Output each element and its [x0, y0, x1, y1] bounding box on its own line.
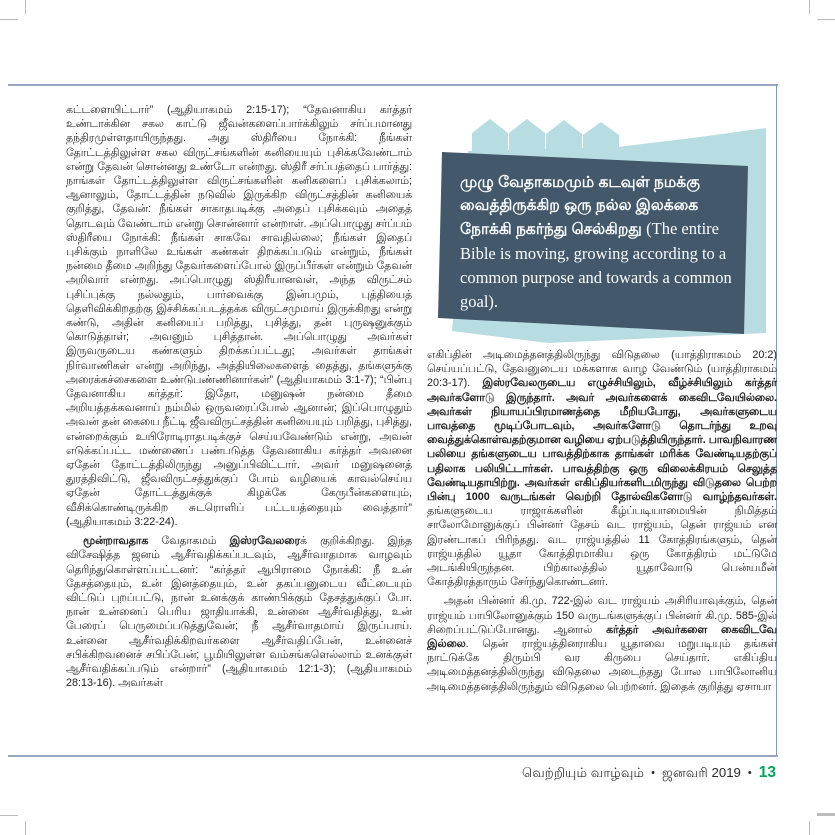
- magazine-title: வெற்றியும் வாழ்வும்: [521, 765, 645, 780]
- crop-mark: [0, 19, 18, 20]
- text-run: . தென் ராஜ்யத்தினராகிய யூதாவை மறுபடியும் தங்கள் நாட்டுக்கே திரும்பி வர கிருபை செய்தார். எகிப்திய அடிமைத்தனத்திலிருந்து விடுதலை அடைந்தது போல பாபிலோனிய அடிமைத்தனத்திலிருந்தும் விடுதலை பெற்றனர். இதைக் குறித்து ஏசாயா: [427, 638, 777, 693]
- body-paragraph: [427, 348, 777, 589]
- page-number: 13: [758, 764, 776, 781]
- callout-tamil-text: முழு வேதாகமமும் கடவுள் நமக்கு வைத்திருக்கிற ஒரு நல்ல இலக்கை நோக்கி நகர்ந்து செல்கிறது: [460, 174, 700, 239]
- crop-mark: [25, 821, 26, 835]
- bold-phrase: இஸ்ரவேலருடைய எழுச்சியிலும், வீழ்ச்சியிலும் கர்த்தர் அவர்களோடு இருந்தார். அவர் அவர்களைக் கைவிடவேயில்லை. அவர்கள் நியாயப்பிரமாணத்தை மீறியபோது, அவர்களுடைய பாவத்தை மூடிப்போடவும், அவர்களோடு தொடர்ந்து உறவு வைத்துக்கொள்வதற்குமான வழியை ஏற்படுத்தியிருந்தார். பாவநிவாரண பலியை தங்களுடைய பாவத்திற்காக தாங்கள் மரிக்க வேண்டியதற்குப் பதிலாக பலியிட்டார்கள். பாவத்திற்கு ஒரு விலைக்கிரயம் செலுத்த வேண்டியதாயிற்று. அவர்கள் எகிப்தியர்களிடமிருந்து விடுதலை பெற்ற பின்பு 1000 வருடங்கள் வெற்றி தோல்விகளோடு வாழ்ந்தவர்கள்.: [427, 377, 777, 504]
- crop-mark: [25, 0, 26, 14]
- pentagon-shape-icon: [472, 119, 508, 152]
- body-paragraph: [66, 534, 412, 690]
- bold-phrase: இஸ்ரவேலரை: [229, 535, 301, 548]
- footer-bullet: •: [747, 767, 752, 779]
- pentagon-shape-icon: [546, 120, 582, 152]
- pentagon-shape-icon: [583, 122, 619, 152]
- text-run: வேதாகமம்: [148, 535, 230, 548]
- callout-quote: [460, 171, 748, 313]
- text-run: எகிப்தின் அடிமைத்தனத்திலிருந்து விடுதலை (யாத்திராகமம் 20:2) செய்யப்பட்டு, தேவனுடைய மக்களாக வாழ வேண்டும் (யாத்திராகமம் 20:3-17).: [427, 349, 777, 390]
- text-run: க் குறிக்கிறது. இந்த விசேஷித்த ஜனம் ஆசீர்வதிக்கப்படவும், ஆசீர்வாதமாக வாழவும் தெரிந்துகொள்ளப்பட்டனர்: “கர்த்தர் ஆபிராமை நோக்கி: நீ உன் தேசத்தையும், உன் இனத்தையும், உன் தகப்பனுடைய வீட்டையும் விட்டுப் புறப்பட்டு, நான் உனக்குக் காண்பிக்கும் தேசத்துக்குப் போ. நான் உன்னைப் பெரிய ஜாதியாக்கி, உன்னை ஆசீர்வதித்து, உன் பேரைப் பெருமைப்படுத்துவேன்; நீ ஆசீர்வாதமாய் இருப்பாய். உன்னை ஆசீர்வதிக்கிறவர்களை ஆசீர்வதிப்பேன், உன்னைச் சபிக்கிறவனைச் சபிப்பேன்; பூமியிலுள்ள வம்சங்களெல்லாம் உனக்குள் ஆசீர்வதிக்கப்படும் என்றார்” (ஆதியாகமம் 12:1-3); (ஆதியாகமம் 28:13-16). அவர்கள்: [66, 535, 412, 690]
- body-paragraph: கட்டளையிட்டார்” (ஆதியாகமம் 2:15-17); “தேவனாகிய கர்த்தர் உண்டாக்கின சகல காட்டு ஜீவன்களைப்பார்க்கிலும் சர்ப்பமானது தந்திரமுள்ளதாயிருந்தது. அது ஸ்திரீயை நோக்கி: நீங்கள் தோட்டத்திலுள்ள சகல விருட்சங்களின் கனியையும் புசிக்கவேண்டாம் என்று தேவன் சொன்னது உண்டோ என்றது. ஸ்திரீ சர்ப்பத்தைப் பார்த்து: நாங்கள் தோட்டத்திலுள்ள விருட்சங்களின் கனிகளைப் புசிக்கலாம்; ஆனாலும், தோட்டத்தின் நடுவில் இருக்கிற விருட்சத்தின் கனியைக் குறித்து, தேவன்: நீங்கள் சாகாதபடிக்கு அதைப் புசிக்கவும் அதைத் தொடவும் வேண்டாம் என்று சொன்னார் என்றாள். அப்பொழுது சர்ப்பம் ஸ்திரீயை நோக்கி: நீங்கள் சாகவே சாவதில்லை; நீங்கள் இதைப் புசிக்கும் நாளிலே உங்கள் கண்கள் திறக்கப்படும் என்றும், நீங்கள் நன்மை தீமை அறிந்து தேவர்களைப்போல் இருப்பீர்கள் என்றும் தேவன் அறிவார் என்றது. அப்பொழுது ஸ்திரீயானவள், அந்த விருட்சம் புசிப்புக்கு நல்லதும், பார்வைக்கு இன்பமும், புத்தியைத் தெளிவிக்கிறதற்கு இச்சிக்கப்படத்தக்க விருட்சமுமாய் இருக்கிறது என்று கண்டு, அதின் கனியைப் பறித்து, புசித்து, தன் புருஷனுக்கும் கொடுத்தாள்; அவனும் புசித்தான். அப்பொழுது அவர்கள் இருவருடைய கண்களும் திறக்கப்பட்டது; அவர்கள் தாங்கள் நிர்வாணிகள் என்று அறிந்து, அத்தியிலைகளைத் தைத்து, தங்களுக்கு அரைக்கச்சைகளை உண்டுபண்ணினார்கள்” (ஆதியாகமம் 3:1-7); “பின்பு தேவனாகிய கர்த்தர்: இதோ, மனுஷன் நன்மை தீமை அறியத்தக்கவனாய் நம்மில் ஒருவரைப்போல் ஆனான்; இப்பொழுதும் அவன் தன் கையை நீட்டி ஜீவவிருட்சத்தின் கனியையும் பறித்து, புசித்து, என்றைக்கும் உயிரோடிராதபடிக்குச் செய்யவேண்டும் என்று, அவன் எடுக்கப்பட்ட மண்ணைப் பண்படுத்த தேவனாகிய கர்த்தர் அவனை ஏதேன் தோட்டத்திலிருந்து அனுப்பிவிட்டார். அவர் மனுஷனைத் துரத்திவிட்டு, ஜீவவிருட்சத்துக்குப் போம் வழியைக் காவல்செய்ய ஏதேன் தோட்டத்துக்குக் கிழக்கே கேருபீன்களையும், வீசிக்கொண்டிருக்கிற சுடரொளிப் பட்டயத்தையும் வைத்தார்” (ஆதியாகமம் 3:22-24).: [66, 104, 412, 528]
- bold-phrase: கர்த்தர் அவர்களை கைவிடவே இல்லை: [427, 623, 777, 651]
- body-paragraph: [427, 594, 777, 693]
- text-run: அதன் பின்னர் கி.மு. 722-இல் வட ராஜ்யம் அசிரியாவுக்கும், தென் ராஜ்யம் பாபிலோனுக்கும் 150 வருடங்களுக்குப் பின்னர் கி.மு. 585-இல் சிறைப்பட்டுப்போனது. ஆனால்: [427, 595, 777, 636]
- issue-date: ஜனவரி 2019: [661, 765, 741, 780]
- crop-mark: [817, 813, 835, 816]
- pentagon-shape-icon: [509, 119, 545, 152]
- right-column: [427, 348, 777, 758]
- crop-mark: [809, 821, 810, 835]
- text-run: தங்களுடைய ராஜாக்களின் கீழ்ப்படியாமையின் நிமித்தம் சாலோமோனுக்குப் பின்னர் தேசம் வட ராஜ்யம், தென் ராஜ்யம் என இரண்டாகப் பிரிந்தது. வட ராஜ்யத்தில் 11 கோத்திரங்களும், தென் ராஜ்யத்தில் யூதா கோத்திரமாகிய ஒரு கோத்திரம் மட்டுமே அடங்கியிருந்தன. பிற்காலத்தில் யூதாவோடு பென்யமீன் கோத்திரத்தாரும் சேர்ந்துகொண்டனர்.: [427, 505, 777, 589]
- page-footer: [8, 764, 776, 782]
- content-frame-top-border: [8, 84, 778, 86]
- callout-english-text: (The entire Bible is moving, growing according to a common purpose and towards a common goal).: [460, 219, 732, 312]
- left-column: [66, 103, 412, 761]
- crop-mark: [809, 0, 810, 14]
- crop-mark: [817, 19, 835, 20]
- footer-bullet: •: [651, 767, 655, 779]
- crop-mark: [0, 815, 18, 816]
- bold-phrase: மூன்றாவதாக: [83, 535, 149, 548]
